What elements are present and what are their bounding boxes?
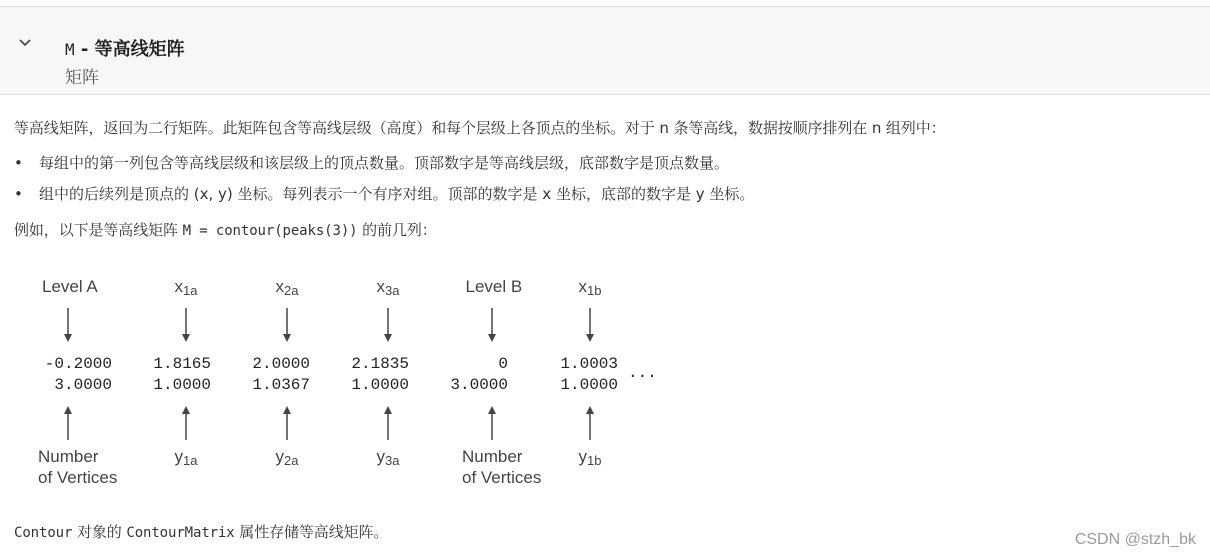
footer-text-2: 属性存储等高线矩阵。 [234,523,389,541]
property-name: M [65,40,75,59]
matrix-value: 1.0000 [351,376,409,394]
arrow-down-icon [281,308,293,342]
list-item-text: 组中的后续列是顶点的 (x, y) 坐标。每列表示一个有序对组。顶部的数字是 x 坐标，底部的数字是 y 坐标。 [39,185,755,203]
list-item [14,183,754,204]
footer-text-1: 对象的 [72,523,127,541]
property-separator: - [74,39,95,60]
bullet-dot: • [14,185,23,203]
arrow-up-icon [281,406,293,440]
column-bottom-label: $y_{3a}$ [376,447,400,468]
chevron-down-icon[interactable] [16,33,34,51]
arrow-down-icon [584,308,596,342]
matrix-value: 2.0000 [252,355,310,373]
list-item-text: 每组中的第一列包含等高线层级和该层级上的顶点数量。顶部数字是等高线层级，底部数字是顶点数量。 [39,154,730,172]
property-type: 矩阵 [65,68,99,88]
property-header[interactable] [0,6,1210,95]
column-bottom-label: Number of Vertices [38,447,118,487]
property-description: 等高线矩阵 [94,39,185,60]
example-paragraph [14,219,437,240]
footer-code-contour: Contour [14,525,73,541]
arrow-down-icon [382,308,394,342]
matrix-value: -0.2000 [44,355,112,373]
arrow-up-icon [62,406,74,440]
column-top-label: $x_{2a}$ [275,277,299,298]
property-title [65,35,185,61]
example-code: M = contour(peaks(3)) [182,223,358,239]
matrix-value: 3.0000 [450,376,508,394]
example-prefix: 例如，以下是等高线矩阵 [14,221,183,239]
arrow-down-icon [486,308,498,342]
column-bottom-label: $y_{2a}$ [275,447,299,468]
matrix-value: 1.8165 [153,355,211,373]
contour-matrix-figure [0,260,700,500]
list-item [14,152,729,173]
column-top-label: Level B [465,277,523,296]
watermark: CSDN @stzh_bk [1074,531,1196,548]
column-top-label: $x_{1b}$ [578,277,602,298]
matrix-value: 1.0367 [252,376,310,394]
intro-paragraph: 等高线矩阵，返回为二行矩阵。此矩阵包含等高线层级（高度）和每个层级上各顶点的坐标。对于 n 条等高线，数据按顺序排列在 n 组列中： [14,119,946,137]
bullet-dot: • [14,154,23,172]
arrow-down-icon [62,308,74,342]
matrix-value: 2.1835 [351,355,409,373]
matrix-value: 1.0000 [560,376,618,394]
arrow-up-icon [486,406,498,440]
arrow-up-icon [180,406,192,440]
column-top-label: $x_{1a}$ [174,277,198,298]
matrix-value: 3.0000 [54,376,112,394]
arrow-up-icon [382,406,394,440]
matrix-value: 1.0003 [560,355,618,373]
ellipsis: ... [628,364,657,382]
column-top-label: Level A [42,277,98,296]
matrix-value: 1.0000 [153,376,211,394]
column-bottom-label: $y_{1a}$ [174,447,198,468]
arrow-down-icon [180,308,192,342]
footer-code-contourmatrix: ContourMatrix [126,525,235,541]
column-bottom-label: $y_{1b}$ [578,447,602,468]
column-bottom-label: Number of Vertices [462,447,542,487]
column-top-label: $x_{3a}$ [376,277,400,298]
arrow-up-icon [584,406,596,440]
example-suffix: 的前几列： [357,221,437,239]
footer-paragraph [14,521,388,542]
matrix-value: 0 [498,355,508,373]
